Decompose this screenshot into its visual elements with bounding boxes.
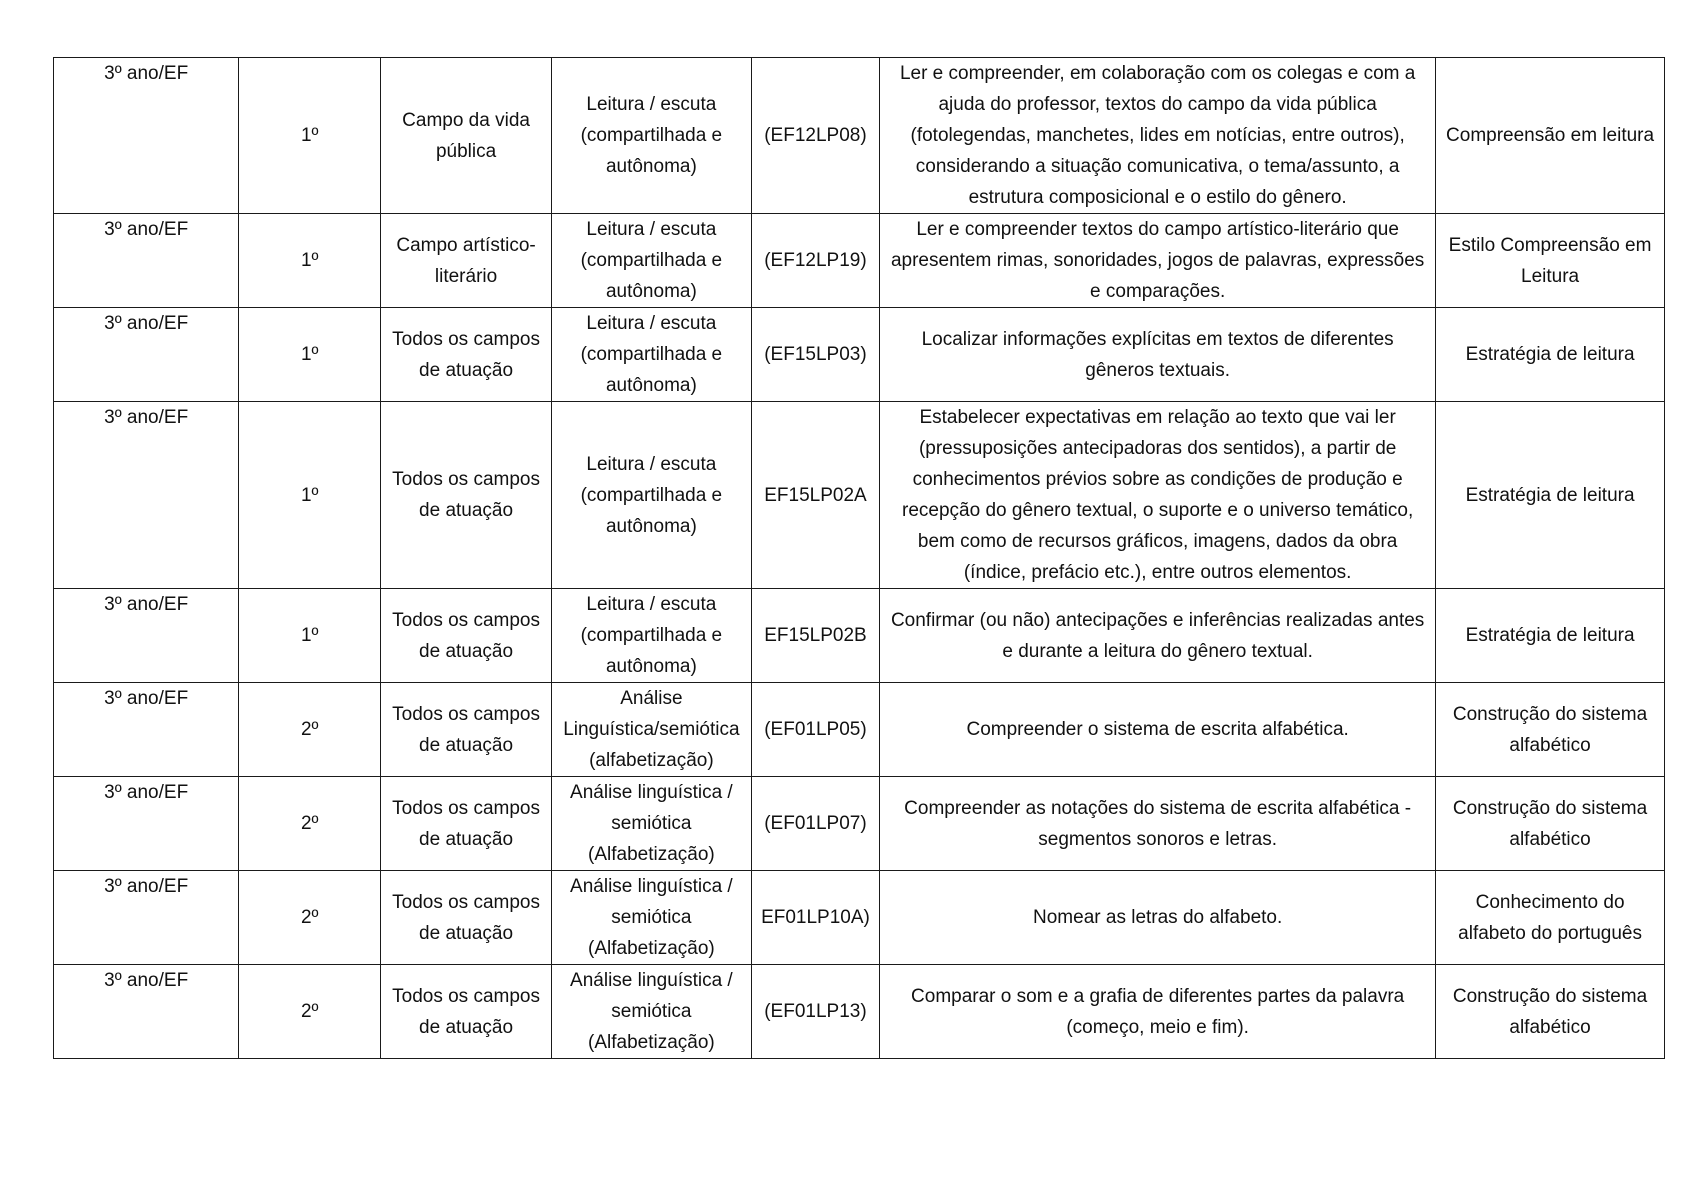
object-cell: Conhecimento do alfabeto do português: [1436, 871, 1665, 965]
table-row: [54, 214, 1665, 308]
practice-cell: Análise linguística / semiótica (Alfabetização): [551, 777, 751, 871]
bimester-cell: 1º: [239, 58, 381, 214]
skill-cell: Localizar informações explícitas em textos de diferentes gêneros textuais.: [880, 308, 1436, 402]
table-row: [54, 683, 1665, 777]
year-cell: 3º ano/EF: [54, 965, 239, 1059]
skill-cell: Ler e compreender, em colaboração com os colegas e com a ajuda do professor, textos do campo da vida pública (fotolegendas, manchetes, lides em notícias, entre outros), considerando a situação comunicativa, o tema/assunto, a estrutura composicional e o estilo do gênero.: [880, 58, 1436, 214]
field-cell: Todos os campos de atuação: [381, 777, 552, 871]
table-row: [54, 777, 1665, 871]
skill-cell: Confirmar (ou não) antecipações e inferências realizadas antes e durante a leitura do gênero textual.: [880, 589, 1436, 683]
skill-cell: Nomear as letras do alfabeto.: [880, 871, 1436, 965]
table-row: [54, 58, 1665, 214]
code-cell: (EF12LP08): [751, 58, 879, 214]
practice-cell: Análise linguística / semiótica (Alfabetização): [551, 871, 751, 965]
bimester-cell: 1º: [239, 308, 381, 402]
code-cell: EF01LP10A): [751, 871, 879, 965]
practice-cell: Análise linguística / semiótica (Alfabetização): [551, 965, 751, 1059]
skill-cell: Estabelecer expectativas em relação ao texto que vai ler (pressuposições antecipadoras dos sentidos), a partir de conhecimentos prévios sobre as condições de produção e recepção do gênero textual, o suporte e o universo temático, bem como de recursos gráficos, imagens, dados da obra (índice, prefácio etc.), entre outros elementos.: [880, 402, 1436, 589]
field-cell: Campo da vida pública: [381, 58, 552, 214]
practice-cell: Análise Linguística/semiótica (alfabetização): [551, 683, 751, 777]
year-cell: 3º ano/EF: [54, 214, 239, 308]
skill-cell: Ler e compreender textos do campo artístico-literário que apresentem rimas, sonoridades, jogos de palavras, expressões e comparações.: [880, 214, 1436, 308]
field-cell: Campo artístico-literário: [381, 214, 552, 308]
skill-cell: Comparar o som e a grafia de diferentes partes da palavra (começo, meio e fim).: [880, 965, 1436, 1059]
code-cell: EF15LP02A: [751, 402, 879, 589]
document-page: [53, 57, 1665, 1059]
skill-cell: Compreender as notações do sistema de escrita alfabética - segmentos sonoros e letras.: [880, 777, 1436, 871]
code-cell: (EF01LP13): [751, 965, 879, 1059]
bimester-cell: 1º: [239, 589, 381, 683]
practice-cell: Leitura / escuta (compartilhada e autônoma): [551, 589, 751, 683]
field-cell: Todos os campos de atuação: [381, 402, 552, 589]
object-cell: Estratégia de leitura: [1436, 308, 1665, 402]
table-row: [54, 308, 1665, 402]
field-cell: Todos os campos de atuação: [381, 589, 552, 683]
skill-cell: Compreender o sistema de escrita alfabética.: [880, 683, 1436, 777]
bimester-cell: 1º: [239, 402, 381, 589]
table-row: [54, 871, 1665, 965]
code-cell: (EF01LP05): [751, 683, 879, 777]
bimester-cell: 2º: [239, 965, 381, 1059]
practice-cell: Leitura / escuta (compartilhada e autônoma): [551, 402, 751, 589]
field-cell: Todos os campos de atuação: [381, 965, 552, 1059]
year-cell: 3º ano/EF: [54, 777, 239, 871]
practice-cell: Leitura / escuta (compartilhada e autônoma): [551, 214, 751, 308]
bimester-cell: 2º: [239, 777, 381, 871]
field-cell: Todos os campos de atuação: [381, 871, 552, 965]
object-cell: Estilo Compreensão em Leitura: [1436, 214, 1665, 308]
field-cell: Todos os campos de atuação: [381, 308, 552, 402]
table-row: [54, 589, 1665, 683]
field-cell: Todos os campos de atuação: [381, 683, 552, 777]
object-cell: Estratégia de leitura: [1436, 589, 1665, 683]
table-row: [54, 402, 1665, 589]
practice-cell: Leitura / escuta (compartilhada e autônoma): [551, 308, 751, 402]
year-cell: 3º ano/EF: [54, 402, 239, 589]
code-cell: (EF12LP19): [751, 214, 879, 308]
code-cell: (EF01LP07): [751, 777, 879, 871]
object-cell: Compreensão em leitura: [1436, 58, 1665, 214]
bimester-cell: 2º: [239, 871, 381, 965]
year-cell: 3º ano/EF: [54, 683, 239, 777]
code-cell: EF15LP02B: [751, 589, 879, 683]
practice-cell: Leitura / escuta (compartilhada e autônoma): [551, 58, 751, 214]
year-cell: 3º ano/EF: [54, 871, 239, 965]
bimester-cell: 1º: [239, 214, 381, 308]
table-row: [54, 965, 1665, 1059]
object-cell: Estratégia de leitura: [1436, 402, 1665, 589]
year-cell: 3º ano/EF: [54, 589, 239, 683]
bimester-cell: 2º: [239, 683, 381, 777]
year-cell: 3º ano/EF: [54, 308, 239, 402]
object-cell: Construção do sistema alfabético: [1436, 965, 1665, 1059]
object-cell: Construção do sistema alfabético: [1436, 777, 1665, 871]
year-cell: 3º ano/EF: [54, 58, 239, 214]
object-cell: Construção do sistema alfabético: [1436, 683, 1665, 777]
code-cell: (EF15LP03): [751, 308, 879, 402]
curriculum-table: [53, 57, 1665, 1059]
